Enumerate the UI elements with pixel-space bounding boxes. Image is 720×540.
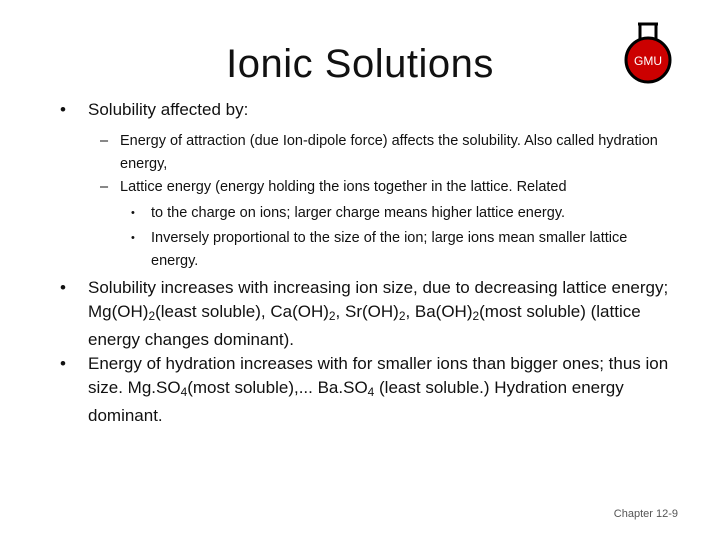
bullet-dot: • bbox=[131, 232, 135, 244]
bullet-text: Solubility increases with increasing ion size, due to decreasing lattice energy; $Mg(OH)_2(least$ soluble), $Ca(OH)_2$, $Sr(OH)_2$, $Ba(OH)_2(most$ soluble) (lattice energy changes dominant). bbox=[88, 278, 669, 349]
bullet-dot: • bbox=[60, 100, 66, 119]
sub-bullet-text: Energy of attraction (due Ion-dipole force) affects the solubility. Also called hydration energy, bbox=[120, 133, 658, 172]
logo-text: GMU bbox=[634, 54, 662, 68]
bullet-dot: • bbox=[60, 354, 66, 373]
bullet-text: Energy of hydration increases with for smaller ions than bigger ones; thus ion size. $Mg.SO_4(most$ soluble),... $Ba.SO_4$ (least soluble.) Hydration energy dominant. bbox=[88, 354, 669, 425]
sub-sub-bullet-text: Inversely proportional to the size of the ion; large ions mean smaller lattice energy. bbox=[151, 230, 628, 269]
slide-footer: Chapter 12-9 bbox=[613, 508, 678, 520]
bullet-dash: – bbox=[100, 133, 109, 149]
slide-title: Ionic Solutions bbox=[226, 42, 494, 86]
bullet-dot: • bbox=[131, 207, 135, 219]
sub-bullet-text: Lattice energy (energy holding the ions together in the lattice. Related bbox=[120, 179, 567, 195]
bullet-dash: – bbox=[100, 179, 109, 195]
bullet-dot: • bbox=[60, 278, 66, 297]
gmu-logo bbox=[622, 22, 674, 84]
sub-sub-bullet-text: to the charge on ions; larger charge means higher lattice energy. bbox=[151, 205, 566, 221]
flask-icon bbox=[622, 22, 674, 84]
bullet-text: Solubility affected by: bbox=[88, 100, 249, 119]
